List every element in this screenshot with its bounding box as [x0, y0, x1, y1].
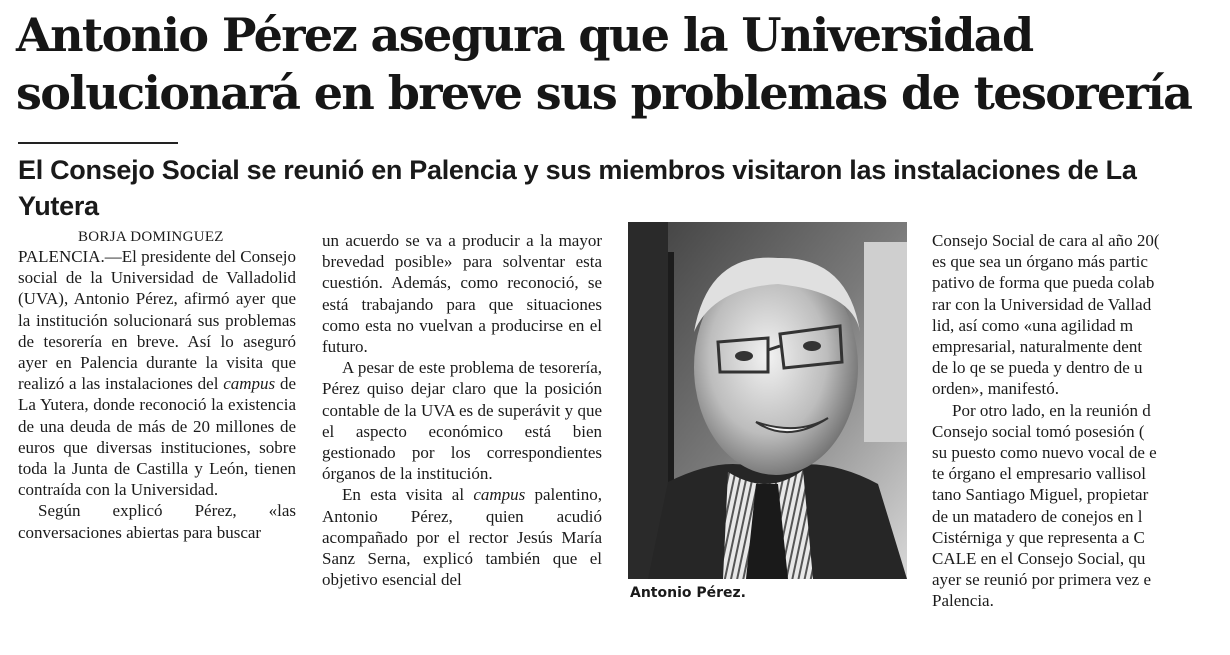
paragraph: A pesar de este problema de tesorería, Pérez quiso dejar claro que la posición contable de la UVA es de superávit y que el aspecto económico está bien gestionado por los correspondientes órganos de la institución.: [322, 358, 602, 484]
photo-caption: Antonio Pérez.: [630, 585, 746, 601]
paragraph: Según explicó Pérez, «las conversaciones abiertas para buscar: [18, 501, 296, 542]
paragraph-text: palentino, Antonio Pérez, quien acudió acompañado por el rector Jesús María Sanz Serna, explicó también que el objetivo esencial del: [322, 485, 602, 590]
line: su puesto como nuevo vocal de e: [932, 443, 1157, 463]
line: te órgano el empresario vallisol: [932, 464, 1147, 484]
line: lid, así como «una agilidad m: [932, 315, 1134, 335]
line: es que sea un órgano más partic: [932, 252, 1148, 272]
subheadline: El Consejo Social se reunió en Palencia y sus miembros visitaron las instalaciones de La Yutera: [18, 155, 1137, 221]
italic-word: campus: [223, 374, 276, 394]
line: tano Santiago Miguel, propietar: [932, 485, 1149, 505]
paragraph-text: de La Yutera, donde reconoció la existencia de una deuda de más de 20 millones de euros que diversas instituciones, sobre toda la Junta de Castilla y León, tienen contraída con la Universidad.: [18, 374, 297, 500]
line: Palencia.: [932, 591, 994, 610]
paragraph-text: PALENCIA.—El presidente del Consejo social de la Universidad de Valladolid (UVA), Antonio Pérez, afirmó ayer que la institución solucionará sus problemas de tesorería en breve. Así lo aseguró ayer en Palencia durante la visita que realizó a las instalaciones del: [18, 247, 296, 394]
line: Consejo Social de cara al año 20(: [932, 231, 1160, 250]
paragraph: [322, 484, 602, 590]
headline: Antonio Pérez asegura que la Universidad solucionará en breve sus problemas de tesorería: [16, 8, 1192, 120]
section-rule: [18, 142, 178, 144]
line: empresarial, naturalmente dent: [932, 337, 1143, 357]
portrait-photo: [628, 222, 907, 579]
column-4: [932, 230, 1196, 610]
italic-word: campus: [473, 485, 526, 505]
line: de un matadero de conejos en l: [932, 506, 1143, 526]
paragraph: un acuerdo se va a producir a la mayor brevedad posible» para solventar esta cuestión. Además, como reconoció, se está trabajando para que situaciones como esta no vuelvan a producirse en el futuro.: [322, 231, 602, 357]
line: orden», manifestó.: [932, 379, 1059, 399]
line: Por otro lado, en la reunión d: [952, 400, 1151, 420]
paragraph-text: En esta visita al: [342, 485, 474, 505]
byline: BORJA DOMINGUEZ: [78, 229, 224, 245]
line: de lo qe se pueda y dentro de u: [932, 358, 1143, 378]
column-2: [322, 230, 602, 590]
column-1: [18, 228, 296, 543]
line: CALE en el Consejo Social, qu: [932, 549, 1146, 569]
line: ayer se reunió por primera vez e: [932, 570, 1151, 590]
line: Cistérniga y que representa a C: [932, 527, 1145, 547]
line: Consejo social tomó posesión (: [932, 421, 1145, 441]
paragraph: [18, 246, 296, 500]
line: rar con la Universidad de Vallad: [932, 294, 1152, 314]
portrait-illustration: [628, 222, 907, 579]
line: pativo de forma que pueda colab: [932, 273, 1155, 293]
